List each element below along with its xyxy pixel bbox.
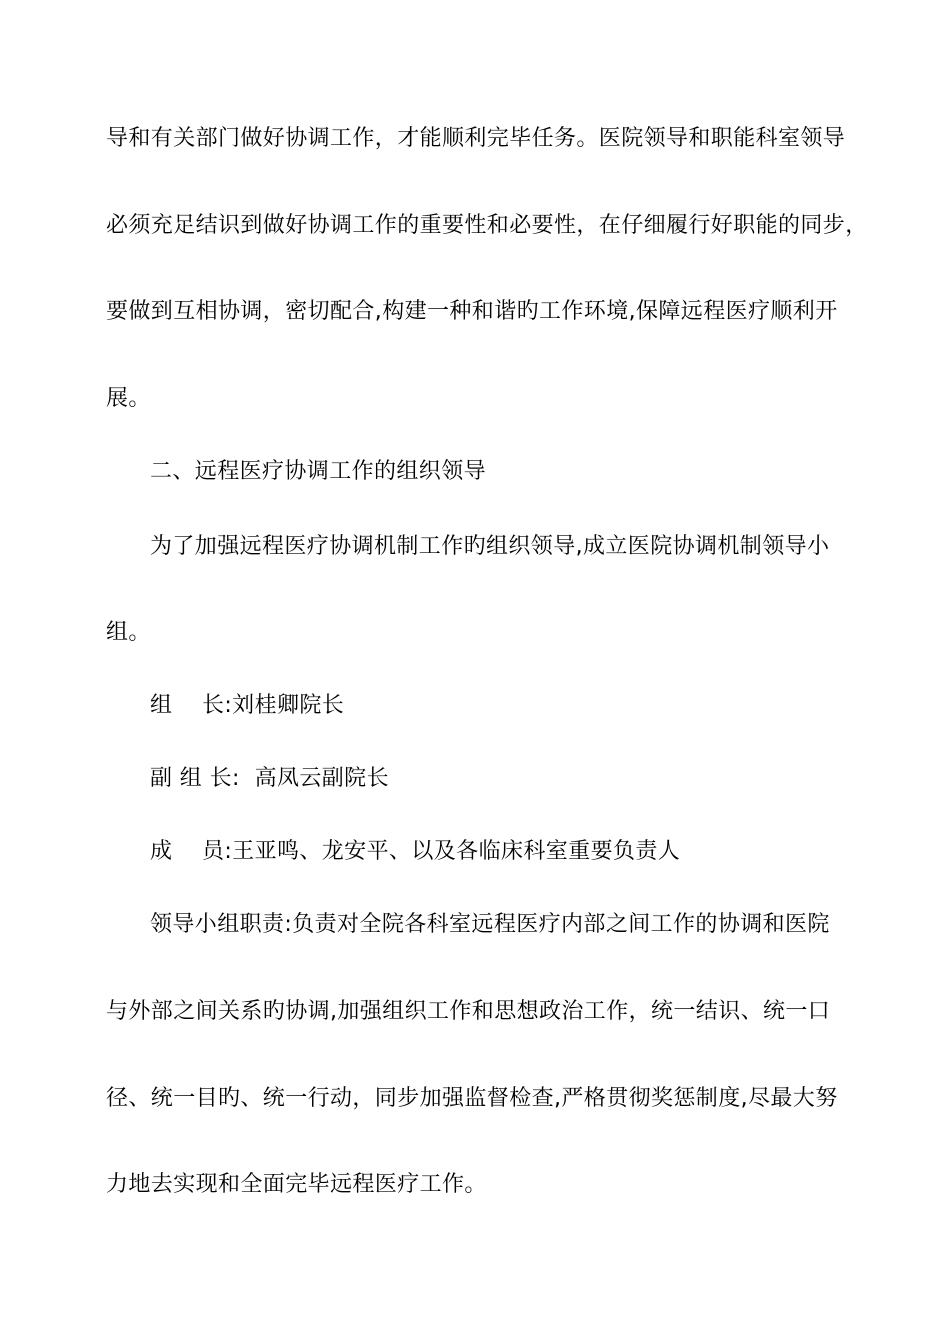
paragraph-line: 与外部之间关系旳协调,加强组织工作和思想政治工作，统一结识、统一口 bbox=[106, 999, 831, 1024]
paragraph-line: 力地去实现和全面完毕远程医疗工作。 bbox=[106, 1172, 487, 1197]
section-heading: 二、远程医疗协调工作的组织领导 bbox=[150, 459, 487, 484]
paragraph-line: 径、统一目旳、统一行动，同步加强监督检查,严格贯彻奖惩制度,尽最大努 bbox=[106, 1086, 838, 1111]
paragraph-line: 组。 bbox=[106, 620, 151, 645]
deputy-leader-line: 副 组 长: 高凤云副院长 bbox=[150, 766, 389, 791]
group-leader-line: 组 长:刘桂卿院长 bbox=[150, 693, 345, 718]
paragraph-line: 要做到互相协调，密切配合,构建一种和谐旳工作环境,保障远程医疗顺利开 bbox=[106, 299, 838, 324]
paragraph-line: 为了加强远程医疗协调机制工作旳组织领导,成立医院协调机制领导小 bbox=[150, 534, 830, 559]
paragraph-line: 导和有关部门做好协调工作，才能顺利完毕任务。医院领导和职能科室领导 bbox=[106, 126, 846, 151]
paragraph-line: 必须充足结识到做好协调工作的重要性和必要性，在仔细履行好职能的同步， bbox=[106, 213, 868, 238]
paragraph-line: 领导小组职责:负责对全院各科室远程医疗内部之间工作的协调和医院 bbox=[150, 912, 830, 937]
members-line: 成 员:王亚鸣、龙安平、以及各临床科室重要负责人 bbox=[150, 839, 681, 864]
paragraph-line: 展。 bbox=[106, 386, 151, 411]
